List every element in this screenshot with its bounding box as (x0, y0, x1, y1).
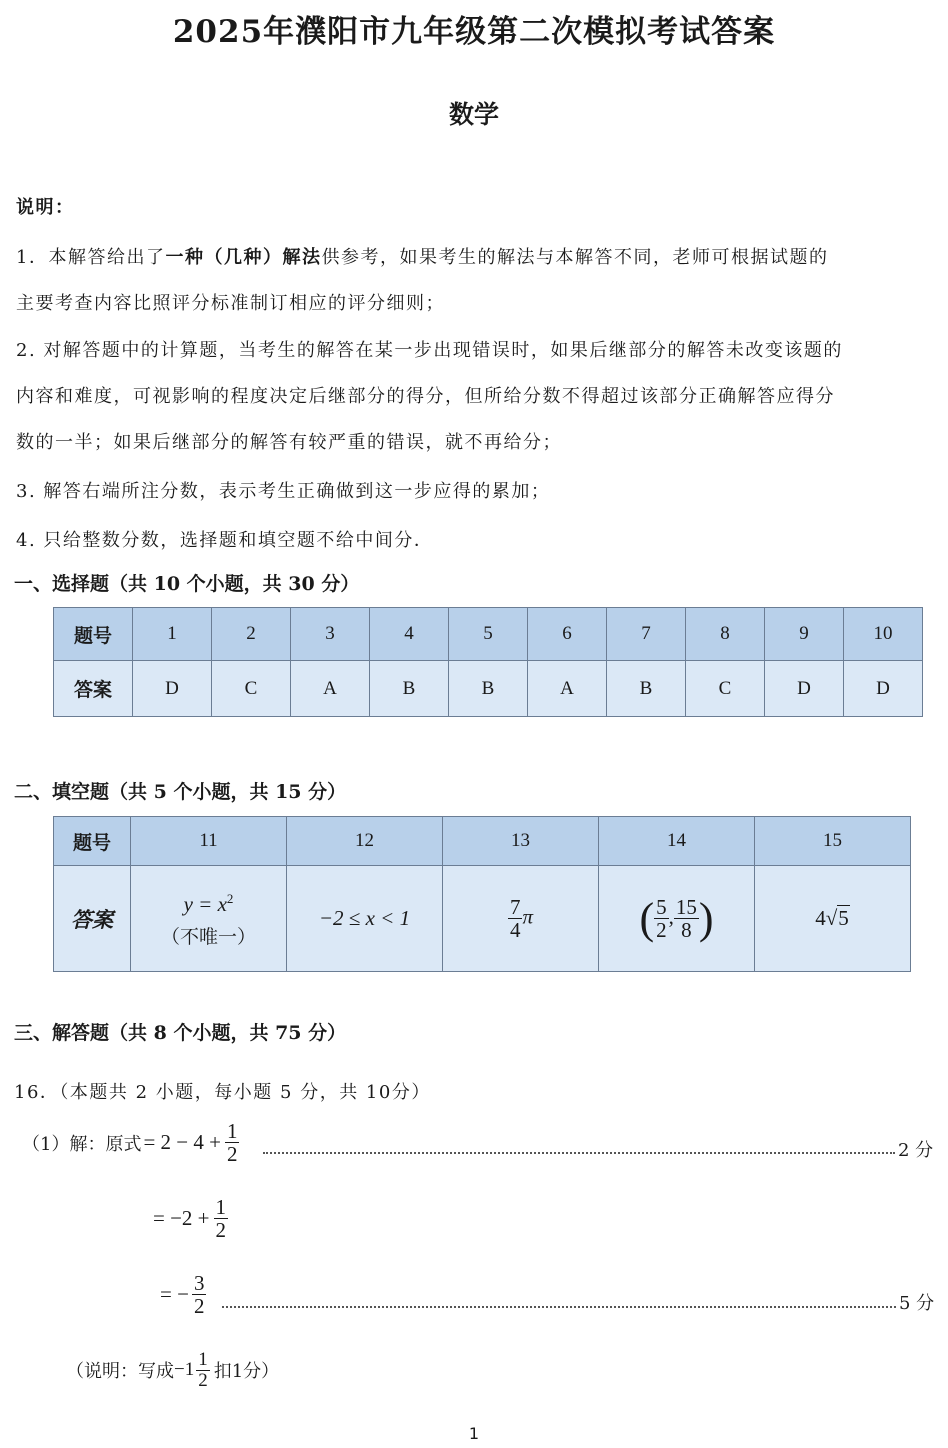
fraction-numerator: 1 (198, 1349, 208, 1370)
answer-cell: D (765, 661, 844, 717)
step-1-expr: = 2 − 4 + (143, 1130, 221, 1155)
question-number-cell: 4 (370, 608, 449, 661)
question-number-cell: 14 (599, 817, 755, 866)
step-3-score: 5 分 (899, 1293, 935, 1314)
question-number-row (54, 608, 923, 661)
note-suffix: 扣1分） (213, 1361, 280, 1383)
answer-11-expr: y = x (183, 892, 227, 917)
deduction-note (66, 1350, 279, 1391)
answer-cell: A (528, 661, 607, 717)
answer-13 (443, 866, 599, 972)
instruction-1-bold: 一种（几种）解法 (165, 247, 322, 268)
step-2 (153, 1196, 228, 1241)
page-number: 1 (468, 1424, 480, 1443)
instruction-1-line2: 主要考查内容比照评分标准制订相应的评分细则； (16, 293, 445, 314)
fraction-denominator: 4 (509, 918, 521, 942)
question-number-cell: 11 (131, 817, 287, 866)
question-number-cell: 2 (212, 608, 291, 661)
fraction-numerator: 7 (509, 894, 521, 919)
answer-cell: B (449, 661, 528, 717)
instruction-2-line2: 内容和难度，可视影响的程度决定后继部分的得分，但所给分数不得超过该部分正确解答应得分 (16, 386, 835, 407)
fraction-numerator: 3 (193, 1271, 205, 1295)
question-number-cell: 10 (844, 608, 923, 661)
question-number-cell: 9 (765, 608, 844, 661)
fraction-denominator: 2 (193, 1294, 205, 1319)
step-1-fraction (225, 1120, 240, 1165)
answer-row (54, 866, 911, 972)
step-2-fraction (214, 1196, 229, 1241)
answer-14 (599, 866, 755, 972)
instruction-1 (16, 243, 828, 269)
row-label-answer: 答案 (54, 661, 133, 717)
answer-row (54, 661, 923, 717)
question-16-header: 16．（本题共 2 小题，每小题 5 分，共 10分） (14, 1082, 431, 1103)
fraction-denominator: 2 (226, 1142, 238, 1167)
step-1-prefix: （1）解：原式 (22, 1133, 142, 1155)
note-prefix: （说明：写成 (66, 1361, 174, 1383)
question-number-cell: 3 (291, 608, 370, 661)
question-number-cell: 12 (287, 817, 443, 866)
answer-11-note: （不唯一） (160, 925, 256, 948)
score-leader-dots (263, 1152, 895, 1154)
fraction-denominator: 2 (215, 1218, 227, 1243)
instruction-1-prefix: 1．本解答给出了 (16, 247, 166, 268)
note-whole: −1 (174, 1359, 195, 1381)
answer-cell: D (133, 661, 212, 717)
score-leader-dots (222, 1306, 896, 1308)
fill-in-answer-table (53, 816, 911, 972)
fraction-denominator: 8 (681, 918, 692, 942)
step-3-fraction (192, 1272, 207, 1317)
answer-11-exponent: 2 (226, 891, 234, 907)
answer-12: −2 ≤ x < 1 (287, 866, 443, 972)
answer-13-fraction (508, 896, 523, 941)
answer-15-coefficient: 4 (815, 906, 826, 930)
answer-cell: A (291, 661, 370, 717)
subject-heading: 数学 (448, 100, 499, 129)
answer-15-radicand: 5 (838, 906, 849, 930)
answer-15 (755, 866, 911, 972)
question-number-cell: 6 (528, 608, 607, 661)
answer-13-pi: π (522, 904, 534, 929)
fraction-numerator: 15 (675, 894, 697, 919)
question-number-cell: 7 (607, 608, 686, 661)
answer-11 (131, 866, 287, 972)
question-number-cell: 1 (133, 608, 212, 661)
radical-sign: √ (825, 906, 838, 930)
answer-14-x-fraction (654, 896, 669, 941)
answer-cell: B (370, 661, 449, 717)
fraction-numerator: 5 (656, 894, 667, 919)
question-number-cell: 15 (755, 817, 911, 866)
step-1-score: 2 分 (898, 1140, 934, 1161)
question-number-cell: 5 (449, 608, 528, 661)
instruction-1-suffix: 供参考，如果考生的解法与本解答不同，老师可根据试题的 (321, 247, 829, 268)
answer-cell: B (607, 661, 686, 717)
answer-14-comma: , (668, 904, 674, 929)
answer-cell: C (686, 661, 765, 717)
right-paren: ) (698, 894, 714, 943)
step-3-expr: = − (160, 1282, 189, 1307)
row-label-number: 题号 (54, 608, 133, 661)
document-title: 2025年濮阳市九年级第二次模拟考试答案 (172, 14, 776, 50)
question-number-cell: 8 (686, 608, 765, 661)
left-paren: ( (639, 894, 655, 943)
instruction-3: 3. 解答右端所注分数，表示考生正确做到这一步应得的累加； (16, 481, 551, 502)
instruction-2-line3: 数的一半；如果后继部分的解答有较严重的错误，就不再给分； (16, 432, 562, 453)
fraction-numerator: 1 (226, 1119, 238, 1143)
answer-cell: C (212, 661, 291, 717)
question-number-cell: 13 (443, 817, 599, 866)
answer-cell: D (844, 661, 923, 717)
answer-14-y-fraction (674, 896, 699, 941)
step-3 (160, 1272, 206, 1317)
fraction-denominator: 2 (198, 1369, 208, 1391)
fraction-numerator: 1 (215, 1195, 227, 1219)
step-2-expr: = −2 + (153, 1206, 210, 1231)
step-1 (22, 1120, 239, 1165)
instruction-4: 4. 只给整数分数，选择题和填空题不给中间分． (16, 530, 434, 551)
instructions-heading: 说明： (16, 197, 75, 218)
note-fraction (196, 1350, 210, 1391)
row-label-number: 题号 (54, 817, 131, 866)
section-3-heading: 三、解答题（共 8 个小题，共 75 分） (14, 1022, 347, 1044)
fraction-denominator: 2 (656, 918, 667, 942)
section-1-heading: 一、选择题（共 10 个小题，共 30 分） (14, 573, 360, 595)
section-2-heading: 二、填空题（共 5 个小题，共 15 分） (14, 781, 347, 803)
question-number-row (54, 817, 911, 866)
multiple-choice-answer-table (53, 607, 923, 717)
instruction-2-line1: 2. 对解答题中的计算题，当考生的解答在某一步出现错误时，如果后继部分的解答未改变该题的 (16, 340, 843, 361)
row-label-answer: 答案 (54, 866, 131, 972)
